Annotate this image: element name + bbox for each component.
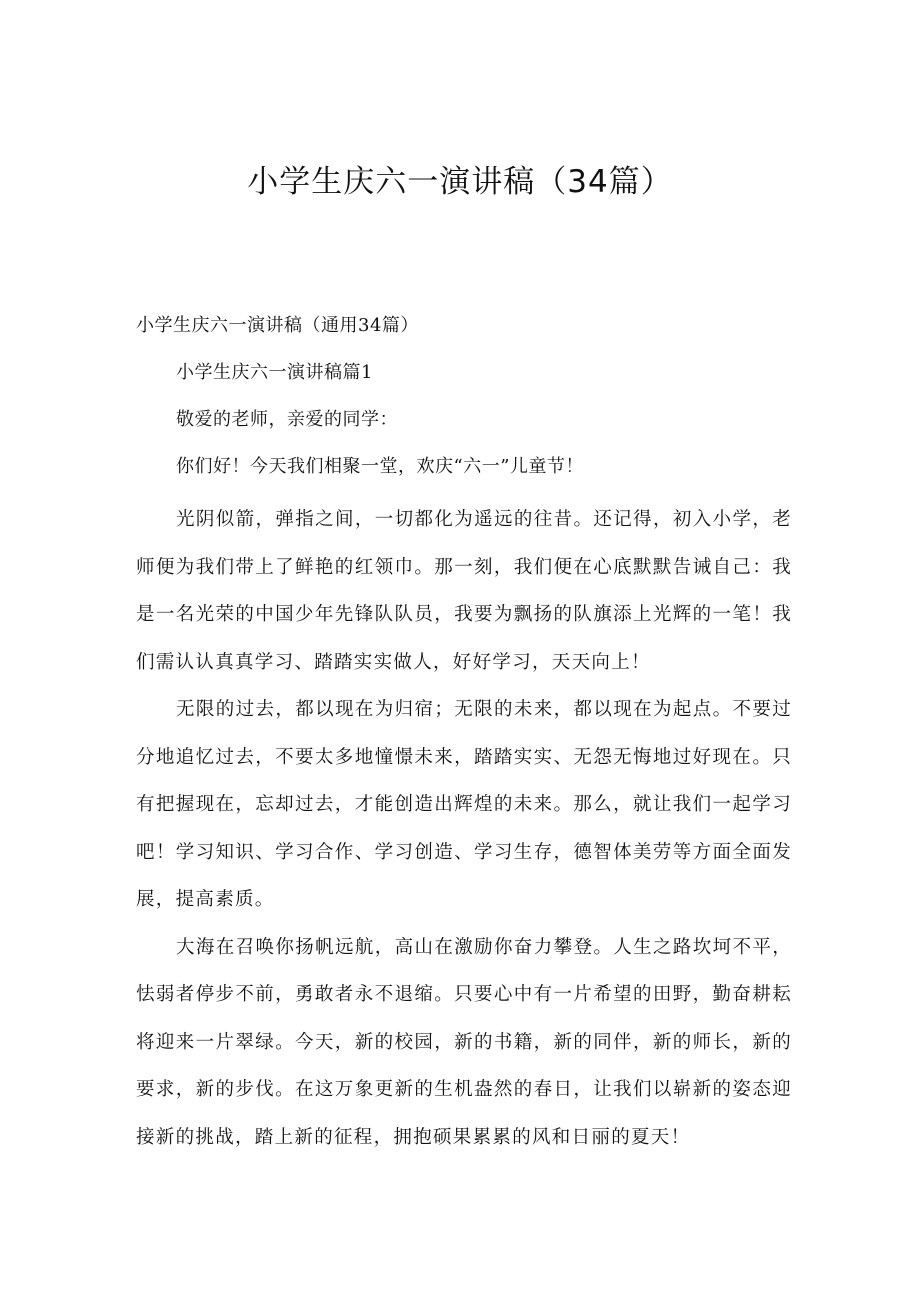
page-title: 小学生庆六一演讲稿（34篇） [247, 164, 673, 200]
opening-line: 你们好！今天我们相聚一堂，欢庆“六一”儿童节！ [176, 456, 584, 477]
document-body [136, 308, 792, 1161]
greeting-line: 敬爱的老师，亲爱的同学： [176, 409, 398, 430]
document-subtitle: 小学生庆六一演讲稿（通用34篇） [136, 315, 419, 336]
body-paragraph: 无限的过去，都以现在为归宿；无限的未来，都以现在为起点。不要过分地追忆过去，不要太多地憧憬未来，踏踏实实、无怨无悔地过好现在。只有把握现在，忘却过去，才能创造出辉煌的未来。那么，就让我们一起学习吧！学习知识、学习合作、学习创造、学习生存，德智体美劳等方面全面发展，提高素质。 [136, 699, 792, 910]
body-paragraph: 光阴似箭，弹指之间，一切都化为遥远的往昔。还记得，初入小学，老师便为我们带上了鲜艳的红领巾。那一刻，我们便在心底默默告诫自己：我是一名光荣的中国少年先锋队队员，我要为飘扬的队旗添上光辉的一笔！我们需认认真真学习、踏踏实实做人，好好学习，天天向上！ [136, 509, 792, 673]
section-heading: 小学生庆六一演讲稿篇1 [176, 362, 373, 383]
body-paragraph: 大海在召唤你扬帆远航，高山在激励你奋力攀登。人生之路坎坷不平，怯弱者停步不前，勇敢者永不退缩。只要心中有一片希望的田野，勤奋耕耘将迎来一片翠绿。今天，新的校园，新的书籍，新的同伴，新的师长，新的要求，新的步伐。在这万象更新的生机盎然的春日，让我们以崭新的姿态迎接新的挑战，踏上新的征程，拥抱硕果累累的风和日丽的夏天！ [136, 936, 792, 1148]
